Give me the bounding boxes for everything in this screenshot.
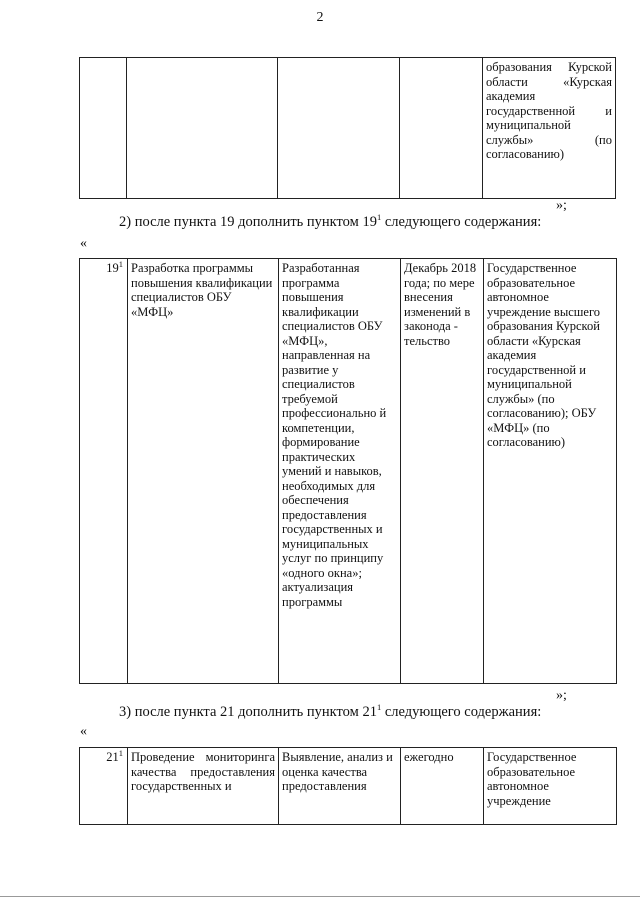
- cell-deadline: [400, 58, 483, 199]
- table-row: [80, 259, 617, 684]
- cell-result: Разработанная программа повышения квалификации специалистов ОБУ «МФЦ», направленная на развитие у специалистов требуемой профессионально й компетенции, формирование практических умений и навыков, необходимых для обеспечения предоставления государственных и муниципальных услуг по принципу «одного окна»; актуализация программы: [279, 259, 401, 684]
- cell-deadline: ежегодно: [401, 748, 484, 825]
- closing-quote: »;: [556, 688, 567, 703]
- cell-result: [278, 58, 400, 199]
- cell-number: [80, 748, 128, 825]
- item-number: 21: [106, 750, 119, 764]
- cell-responsible: образования Курской области «Курская академия государственной и муниципальной службы» (по согласованию): [483, 58, 616, 199]
- table-item-21-1: [79, 747, 617, 825]
- table-row: [80, 748, 617, 825]
- item-number-sup: 1: [118, 747, 123, 758]
- table-item-19-1: [79, 258, 617, 684]
- instruction-3: [119, 704, 541, 721]
- item-number-sup: 1: [118, 258, 123, 269]
- cell-event: Разработка программы повышения квалификации специалистов ОБУ «МФЦ»: [128, 259, 279, 684]
- closing-quote: »;: [556, 198, 567, 213]
- page-edge-line: [0, 896, 640, 897]
- item-number: 19: [106, 261, 119, 275]
- table-continuation: [79, 57, 616, 199]
- open-quote: «: [80, 724, 87, 739]
- table-row: [80, 58, 616, 199]
- cell-result: Выявление, анализ и оценка качества предоставления: [279, 748, 401, 825]
- cell-responsible: Государственное образовательное автономное учреждение: [484, 748, 617, 825]
- cell-event: [127, 58, 278, 199]
- instruction-2-sup: 1: [376, 212, 382, 223]
- open-quote: «: [80, 236, 87, 251]
- instruction-3-text: 3) после пункта 21 дополнить пунктом 21: [119, 704, 377, 720]
- cell-event: Проведение мониторинга качества предоставления государственных и: [128, 748, 279, 825]
- instruction-2-text: 2) после пункта 19 дополнить пунктом 19: [119, 214, 377, 230]
- instruction-3-text-end: следующего содержания:: [381, 704, 542, 720]
- cell-number: [80, 58, 127, 199]
- page-number: 2: [316, 10, 324, 25]
- instruction-2: [119, 214, 541, 231]
- cell-deadline: Декабрь 2018 года; по мере внесения изменений в законода - тельство: [401, 259, 484, 684]
- cell-number: [80, 259, 128, 684]
- instruction-2-text-end: следующего содержания:: [381, 214, 542, 230]
- cell-responsible: Государственное образовательное автономное учреждение высшего образования Курской области «Курская академия государственной и муниципальной службы» (по согласованию); ОБУ «МФЦ» (по согласованию): [484, 259, 617, 684]
- instruction-3-sup: 1: [376, 702, 382, 713]
